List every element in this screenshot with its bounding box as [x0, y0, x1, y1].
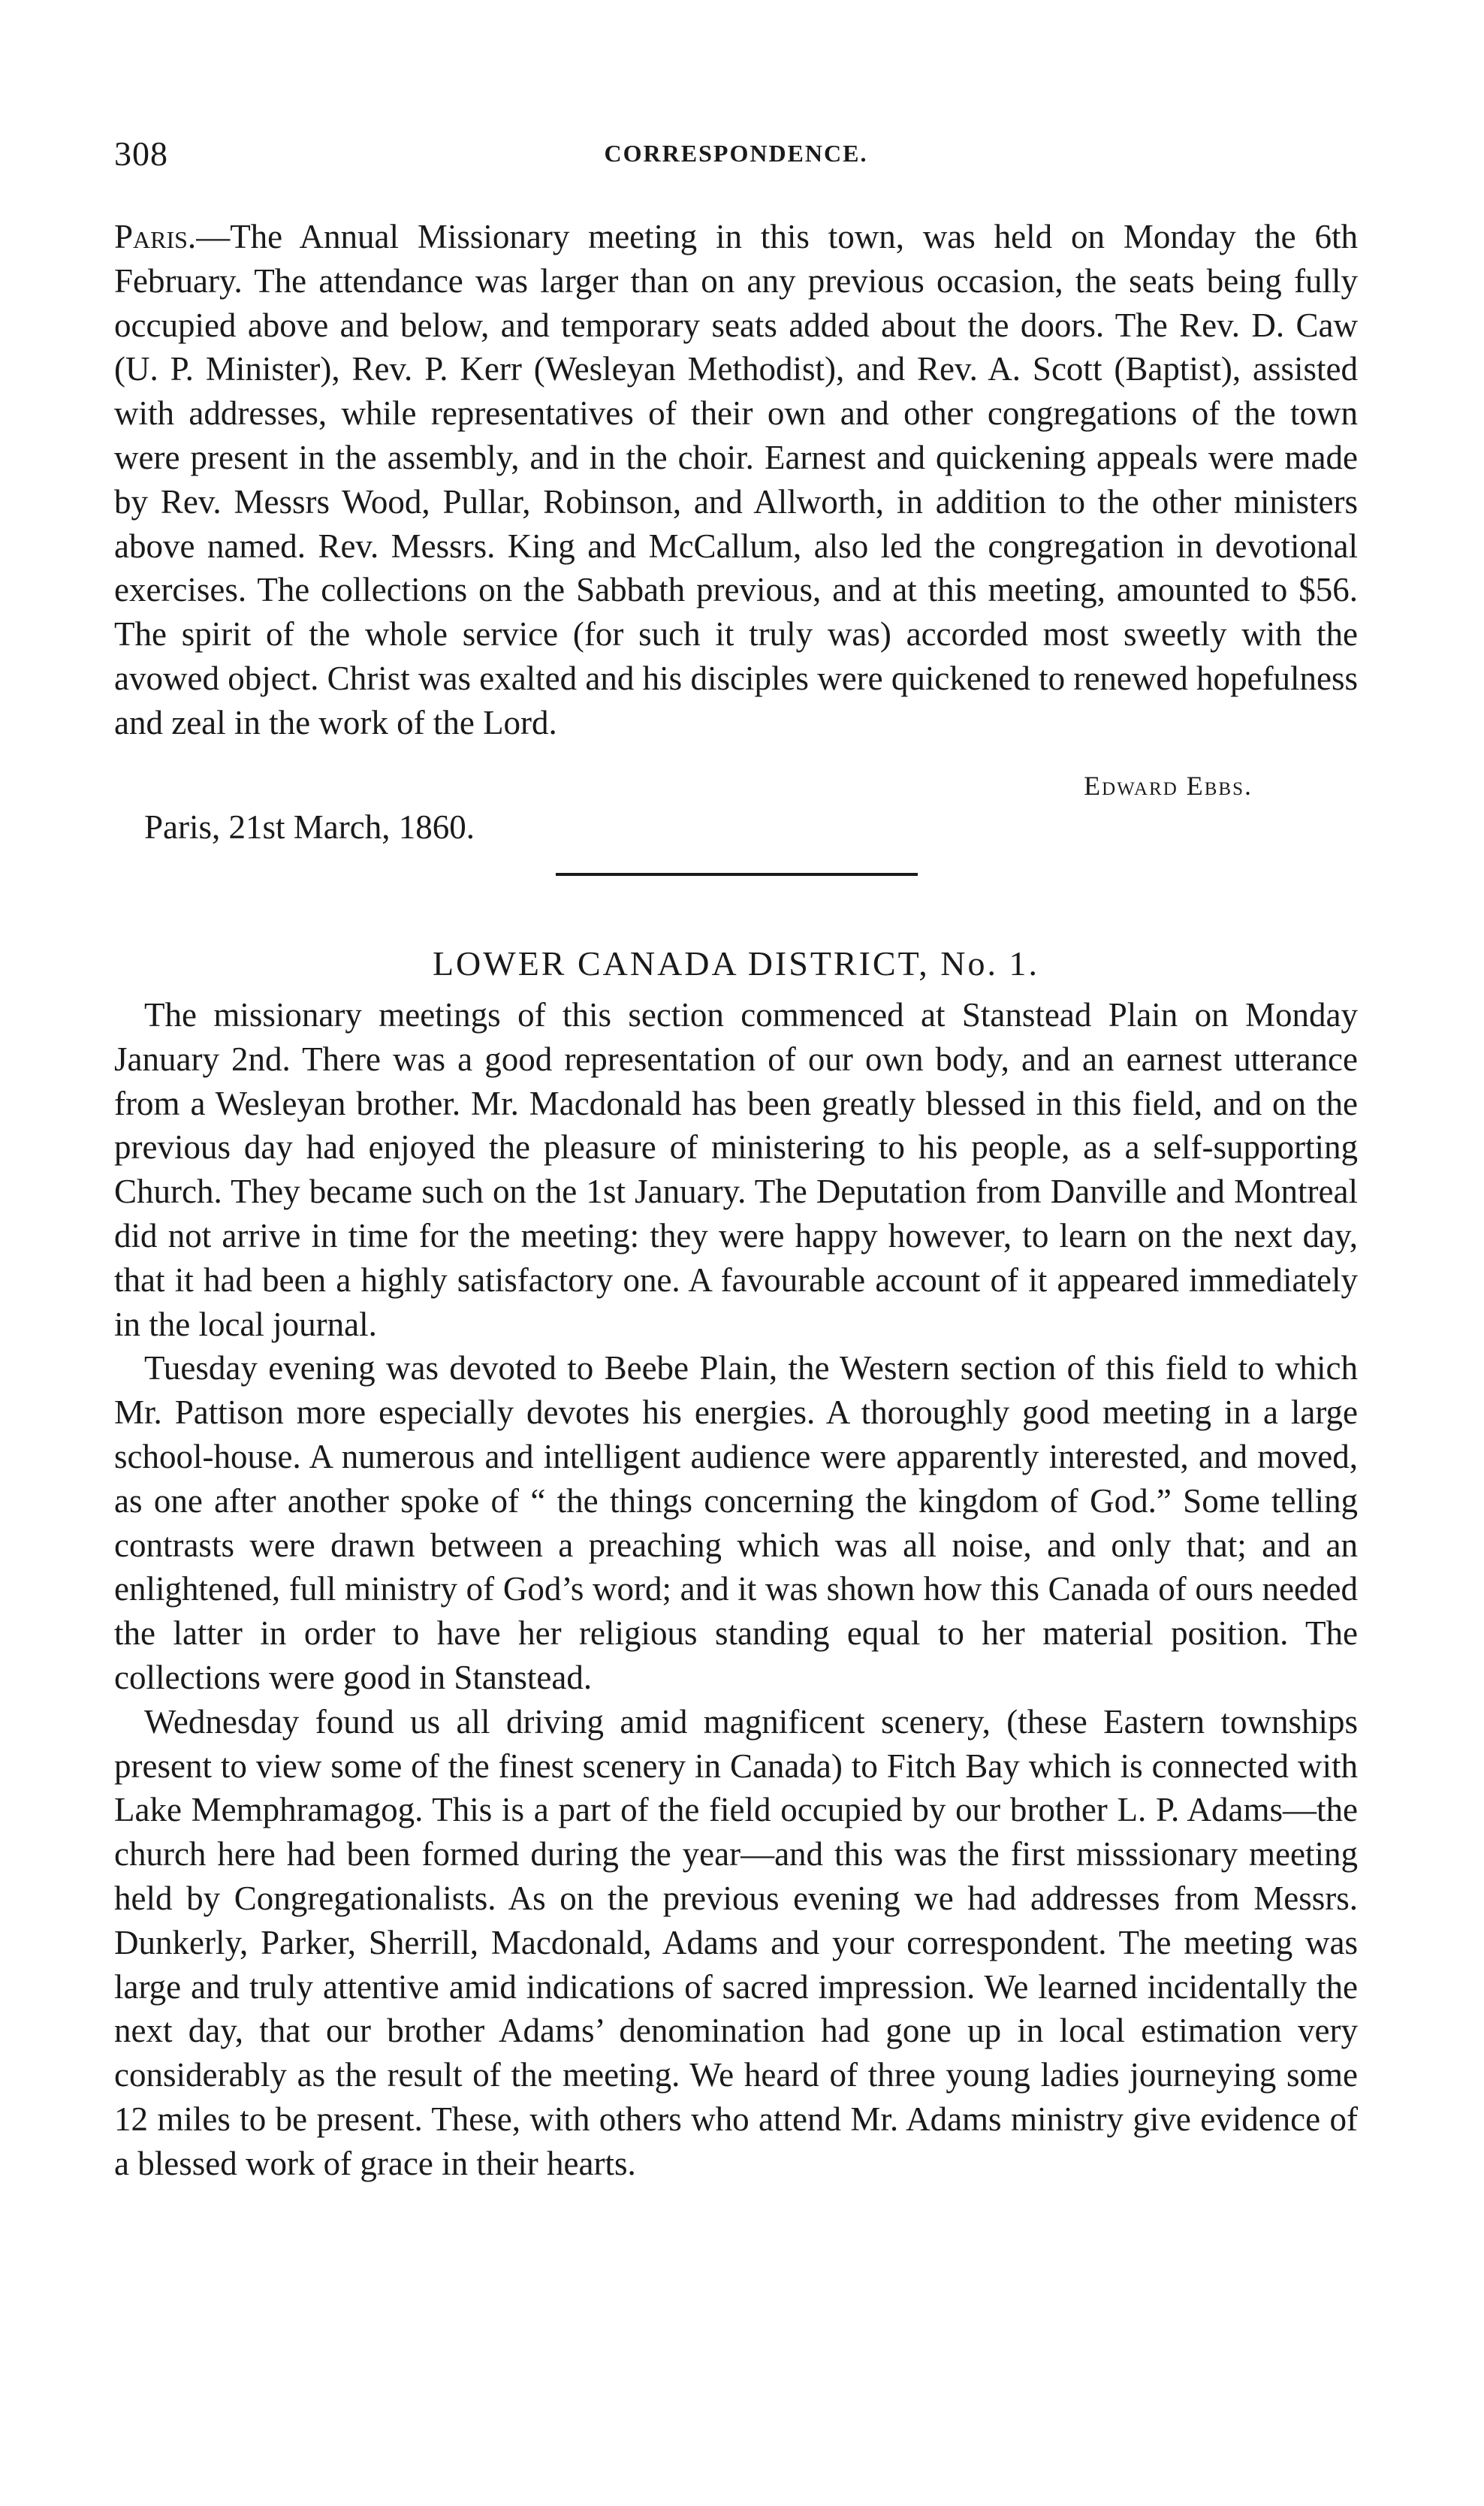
article-paragraph-2: Tuesday evening was devoted to Beebe Plain, the Western section of this field to which Mr. Pattison more especially devotes his energies. A thoroughly good meeting in a large school-house. A numerous and intelligent audience were apparently interested, and moved, as one after another spoke of “ the things concerning the kingdom of God.” Some telling contrasts were drawn between a preaching which was all noise, and only that; and an enlightened, full ministry of God’s word; and it was shown how this Canada of ours needed the latter in order to have her religious standing equal to her material position. The collections were good in Stanstead. — [114, 1349, 1358, 1696]
signature: Edward Ebbs. — [1084, 771, 1253, 801]
lower-canada-article — [114, 993, 1358, 2186]
section-title: LOWER CANADA DISTRICT, No. 1. — [432, 944, 1040, 983]
article-paragraph-3: Wednesday found us all driving amid magnificent scenery, (these Eastern townships present to view some of the finest scenery in Canada) to Fitch Bay which is connected with Lake Memphramagog. This is a part of the field occupied by our brother L. P. Adams—the church here had been formed during the year—and this was the first misssionary meeting held by Congregationalists. As on the previous evening we had addresses from Messrs. Dunkerly, Parker, Sherrill, Macdonald, Adams and your correspondent. The meeting was large and truly attentive amid indications of sacred impression. We learned incidentally the next day, that our brother Adams’ denomination had gone up in local estimation very considerably as the result of the meeting. We heard of three young ladies journeying some 12 miles to be present. These, with others who attend Mr. Adams ministry give evidence of a blessed work of grace in their hearts. — [114, 1702, 1358, 2182]
page-number: 308 — [114, 134, 168, 173]
dateline: Paris, 21st March, 1860. — [144, 808, 475, 846]
signature-block — [114, 770, 1358, 846]
section-divider — [556, 873, 918, 876]
running-head: CORRESPONDENCE. — [604, 140, 868, 167]
article-paragraph-1: The missionary meetings of this section commenced at Stanstead Plain on Monday January 2nd. There was a good representation of our own body, and an earnest utterance from a Wesleyan brother. Mr. Macdonald has been greatly blessed in this field, and on the previous day had enjoyed the pleasure of ministering to his people, as a self-supporting Church. They became such on the 1st January. The Deputation from Danville and Montreal did not arrive in time for the meeting: they were happy however, to learn on the next day, that it had been a highly satisfactory one. A favourable account of it appeared immediately in the local journal. — [114, 996, 1358, 1343]
paris-letter — [114, 215, 1358, 745]
paris-lead-word: Paris. — [114, 218, 197, 255]
paris-letter-paragraph — [114, 215, 1358, 745]
paris-letter-text: —The Annual Missionary meeting in this town, was held on Monday the 6th February. The attendance was larger than on any previous occasion, the seats being fully occupied above and below, and temporary seats added about the doors. The Rev. D. Caw (U. P. Minister), Rev. P. Kerr (Wesleyan Methodist), and Rev. A. Scott (Baptist), assisted with addresses, while representatives of their own and other congregations of the town were present in the assembly, and in the choir. Earnest and quickening appeals were made by Rev. Messrs Wood, Pullar, Robinson, and Allworth, in addition to the other ministers above named. Rev. Messrs. King and McCallum, also led the congregation in devotional exercises. The collections on the Sabbath previous, and at this meeting, amounted to $56. The spirit of the whole service (for such it truly was) accorded most sweetly with the avowed object. Christ was exalted and his disciples were quickened to renewed hopefulness and zeal in the work of the Lord. — [114, 218, 1358, 741]
page-header — [114, 134, 1358, 179]
